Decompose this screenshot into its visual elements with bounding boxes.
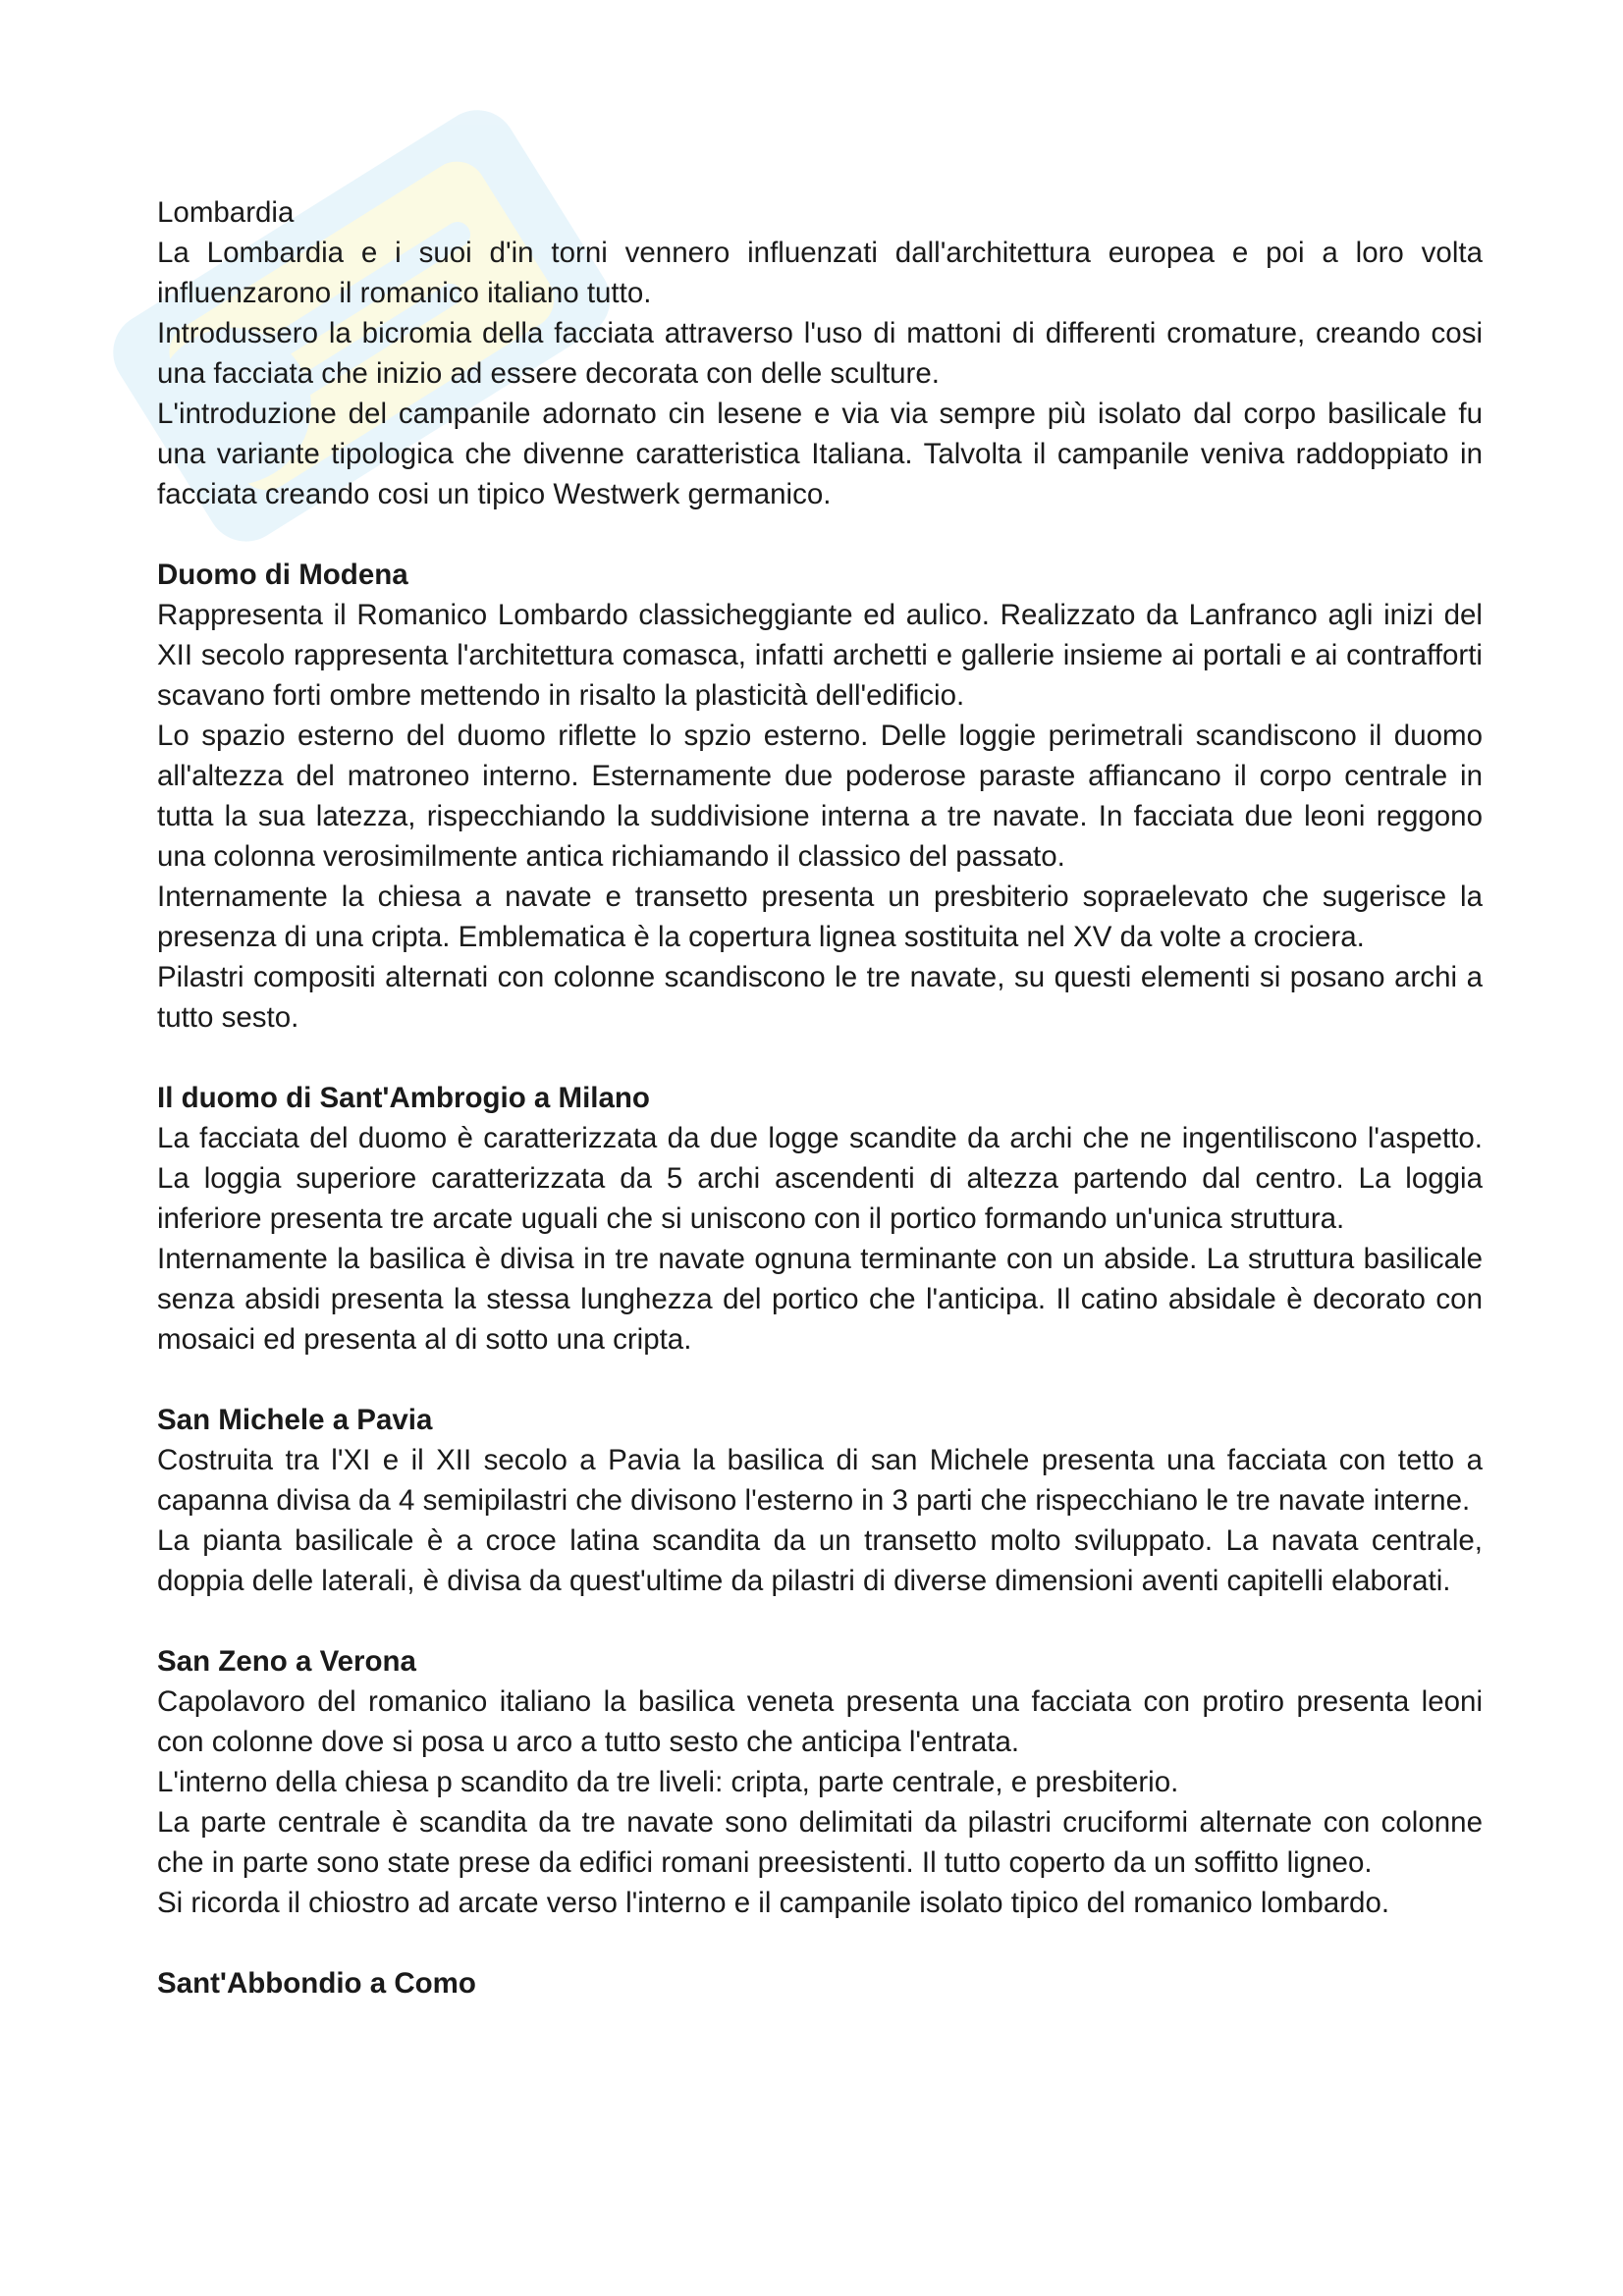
section-lombardia (157, 192, 1483, 514)
section-sant-abbondio (157, 1963, 1483, 2003)
section-san-zeno (157, 1641, 1483, 1923)
section-title: Sant'Abbondio a Como (157, 1967, 476, 2000)
paragraph: La parte centrale è scandita da tre navate sono delimitati da pilastri cruciformi alternate con colonne che in parte sono state prese da edifici romani preesistenti. Il tutto coperto da un soffitto ligneo. (157, 1806, 1483, 1879)
spacer (157, 1923, 1483, 1963)
section-title: Il duomo di Sant'Ambrogio a Milano (157, 1082, 650, 1114)
paragraph: Capolavoro del romanico italiano la basilica veneta presenta una facciata con protiro presenta leoni con colonne dove si posa u arco a tutto sesto che anticipa l'entrata. (157, 1685, 1483, 1758)
paragraph: La facciata del duomo è caratterizzata da due logge scandite da archi che ne ingentiliscono l'aspetto. La loggia superiore caratterizzata da 5 archi ascendenti di altezza partendo dal centro. La loggia inferiore presenta tre arcate uguali che si uniscono con il portico formando un'unica struttura. (157, 1122, 1483, 1235)
section-title: San Zeno a Verona (157, 1645, 416, 1678)
paragraph: Internamente la chiesa a navate e transetto presenta un presbiterio sopraelevato che sugerisce la presenza di una cripta. Emblematica è la copertura lignea sostituita nel XV da volte a crociera. (157, 881, 1483, 953)
spacer (157, 1601, 1483, 1641)
paragraph: L'introduzione del campanile adornato cin lesene e via via sempre più isolato dal corpo basilicale fu una variante tipologica che divenne caratteristica Italiana. Talvolta il campanile veniva raddoppiato in facciata creando cosi un tipico Westwerk germanico. (157, 398, 1483, 510)
section-san-michele (157, 1400, 1483, 1601)
paragraph: Introdussero la bicromia della facciata attraverso l'uso di mattoni di differenti cromature, creando cosi una facciata che inizio ad essere decorata con delle sculture. (157, 317, 1483, 390)
paragraph: Costruita tra l'XI e il XII secolo a Pavia la basilica di san Michele presenta una facciata con tetto a capanna divisa da 4 semipilastri che divisono l'esterno in 3 parti che rispecchiano le tre navate interne. (157, 1444, 1483, 1517)
paragraph: L'interno della chiesa p scandito da tre liveli: cripta, parte centrale, e presbiterio. (157, 1766, 1179, 1798)
section-sant-ambrogio (157, 1078, 1483, 1360)
section-title: Duomo di Modena (157, 559, 408, 591)
paragraph: La Lombardia e i suoi d'in torni vennero influenzati dall'architettura europea e poi a loro volta influenzarono il romanico italiano tutto. (157, 237, 1483, 309)
paragraph: Si ricorda il chiostro ad arcate verso l'interno e il campanile isolato tipico del romanico lombardo. (157, 1887, 1390, 1919)
section-title: San Michele a Pavia (157, 1404, 433, 1436)
paragraph: Internamente la basilica è divisa in tre navate ognuna terminante con un abside. La struttura basilicale senza absidi presenta la stessa lunghezza del portico che l'anticipa. Il catino absidale è decorato con mosaici ed presenta al di sotto una cripta. (157, 1243, 1483, 1356)
paragraph: La pianta basilicale è a croce latina scandita da un transetto molto sviluppato. La navata centrale, doppia delle laterali, è divisa da quest'ultime da pilastri di diverse dimensioni aventi capitelli elaborati. (157, 1524, 1483, 1597)
section-title-plain: Lombardia (157, 196, 295, 229)
spacer (157, 514, 1483, 555)
paragraph: Rappresenta il Romanico Lombardo classicheggiante ed aulico. Realizzato da Lanfranco agli inizi del XII secolo rappresenta l'architettura comasca, infatti archetti e gallerie insieme ai portali e ai contrafforti scavano forti ombre mettendo in risalto la plasticità dell'edificio. (157, 599, 1483, 712)
spacer (157, 1360, 1483, 1400)
section-duomo-modena (157, 555, 1483, 1038)
paragraph: Lo spazio esterno del duomo riflette lo spzio esterno. Delle loggie perimetrali scandiscono il duomo all'altezza del matroneo interno. Esternamente due poderose paraste affiancano il corpo centrale in tutta la sua latezza, rispecchiando la suddivisione interna a tre navate. In facciata due leoni reggono una colonna verosimilmente antica richiamando il classico del passato. (157, 720, 1483, 873)
spacer (157, 1038, 1483, 1078)
document-page (157, 192, 1483, 2003)
paragraph: Pilastri compositi alternati con colonne scandiscono le tre navate, su questi elementi si posano archi a tutto sesto. (157, 961, 1483, 1034)
